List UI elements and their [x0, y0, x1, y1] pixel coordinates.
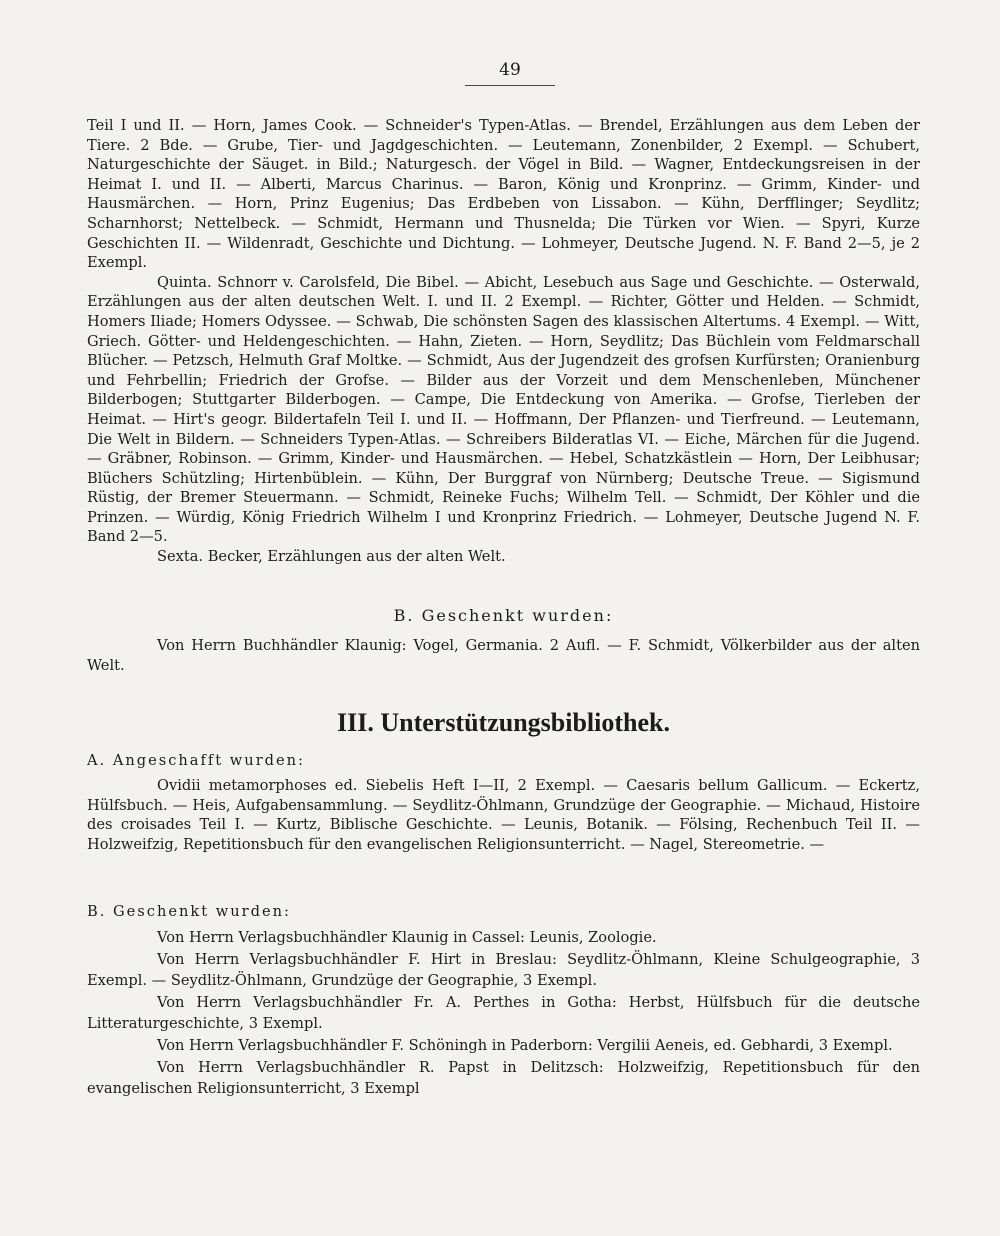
page-number-rule — [465, 85, 555, 86]
paragraph-angeschafft-list: Ovidii metamorphoses ed. Siebelis Heft I—II, 2 Exempl. — Caesaris bellum Gallicum. — Eckertz, Hülfsbuch. — Heis, Aufgabensammlung. — Seydlitz-Öhlmann, Grundzüge der Geographie. — Michaud, Histoire des croisades Teil I. — Kurtz, Biblische Geschichte. — Leunis, Botanik. — Fölsing, Rechenbuch Teil II. — Holzweifzig, Repetitionsbuch für den evangelischen Religionsunterricht. — Nagel, Stereometrie. — — [87, 777, 920, 853]
heading-geschenkt-wurden: B. Geschenkt wurden: — [393, 606, 614, 625]
paragraph-gift-hirt: Von Herrn Verlagsbuchhändler F. Hirt in Breslau: Seydlitz-Öhlmann, Kleine Schulgeographie, 3 Exempl. — Seydlitz-Öhlmann, Grundzüge der Geographie, 3 Exempl. — [87, 950, 920, 990]
paragraph-gift-perthes: Von Herrn Verlagsbuchhändler Fr. A. Perthes in Gotha: Herbst, Hülfsbuch für die deutsche Litteraturgeschichte, 3 Exempl. — [87, 993, 920, 1033]
paragraph-gift-papst: Von Herrn Verlagsbuchhändler R. Papst in Delitzsch: Holzweifzig, Repetitionsbuch für den evangelischen Religionsunterricht, 3 Exempl — [87, 1058, 920, 1098]
paragraph-quarta-continued: Teil I und II. — Horn, James Cook. — Schneider's Typen-Atlas. — Brendel, Erzählungen aus dem Leben der Tiere. 2 Bde. — Grube, Tier- und Jagdgeschichten. — Leutemann, Zonenbilder, 2 Exempl. — Schubert, Naturgeschichte der Säuget. in Bild.; Naturgesch. der Vögel in Bild. — Wagner, Entdeckungsreisen in der Heimat I. und II. — Alberti, Marcus Charinus. — Baron, König und Kronprinz. — Grimm, Kinder- und Hausmärchen. — Horn, Prinz Eugenius; Das Erdbeben von Lissabon. — Kühn, Derfflinger; Seydlitz; Scharnhorst; Nettelbeck. — Schmidt, Hermann und Thusnelda; Die Türken vor Wien. — Spyri, Kurze Geschichten II. — Wildenradt, Geschichte und Dichtung. — Lohmeyer, Deutsche Jugend. N. F. Band 2—5, je 2 Exempl. — [87, 117, 920, 272]
heading-unterstuetzungsbibliothek: III. Unterstützungsbibliothek. — [336, 708, 670, 737]
paragraph-gift-schoeningh: Von Herrn Verlagsbuchhändler F. Schöningh in Paderborn: Vergilii Aeneis, ed. Gebhardi, 3 Exempl. — [157, 1036, 893, 1054]
page-number: 49 — [499, 60, 521, 80]
paragraph-sexta: Sexta. Becker, Erzählungen aus der alten Welt. — [157, 548, 506, 566]
paragraph-quinta: Quinta. Schnorr v. Carolsfeld, Die Bibel. — Abicht, Lesebuch aus Sage und Geschichte. — Osterwald, Erzählungen aus der alten deutschen Welt. I. und II. 2 Exempl. — Richter, Götter und Helden. — Schmidt, Homers Iliade; Homers Odyssee. — Schwab, Die schönsten Sagen des klassischen Altertums. 4 Exempl. — Witt, Griech. Götter- und Heldengeschichten. — Hahn, Zieten. — Horn, Seydlitz; Das Büchlein vom Feldmarschall Blücher. — Petzsch, Helmuth Graf Moltke. — Schmidt, Aus der Jugendzeit des grofsen Kurfürsten; Oranienburg und Fehrbellin; Friedrich der Grofse. — Bilder aus der Vorzeit und dem Menschenleben, Münchener Bilderbogen; Stuttgarter Bilderbogen. — Campe, Die Entdeckung von Amerika. — Grofse, Tierleben der Heimat. — Hirt's geogr. Bildertafeln Teil I. und II. — Hoffmann, Der Pflanzen- und Tierfreund. — Leutemann, Die Welt in Bildern. — Schneiders Typen-Atlas. — Schreibers Bilderatlas VI. — Eiche, Märchen für die Jugend. — Gräbner, Robinson. — Grimm, Kinder- und Hausmärchen. — Hebel, Schatzkästlein — Horn, Der Leibhusar; Blüchers Schützling; Hirtenbüblein. — Kühn, Der Burggraf von Nürnberg; Deutsche Treue. — Sigismund Rüstig, der Bremer Steuermann. — Schmidt, Reineke Fuchs; Wilhelm Tell. — Schmidt, Der Köhler und die Prinzen. — Würdig, König Friedrich Wilhelm I und Kronprinz Friedrich. — Lohmeyer, Deutsche Jugend N. F. Band 2—5. — [87, 273, 920, 546]
label-geschenkt-wurden: B. Geschenkt wurden: — [87, 903, 291, 920]
section-angeschafft — [87, 776, 920, 854]
section-geschenkt-books — [87, 927, 920, 1100]
paragraph-klaunig-gift: Von Herrn Buchhändler Klaunig: Vogel, Germania. 2 Aufl. — F. Schmidt, Völkerbilder aus der alten Welt. — [87, 637, 920, 674]
section-geschenkt — [87, 636, 920, 675]
paragraph-gift-klaunig: Von Herrn Verlagsbuchhändler Klaunig in Cassel: Leunis, Zoologie. — [157, 929, 657, 946]
section-quarta-quinta-sexta-list — [87, 116, 920, 567]
label-angeschafft-wurden: A. Angeschafft wurden: — [87, 752, 305, 769]
